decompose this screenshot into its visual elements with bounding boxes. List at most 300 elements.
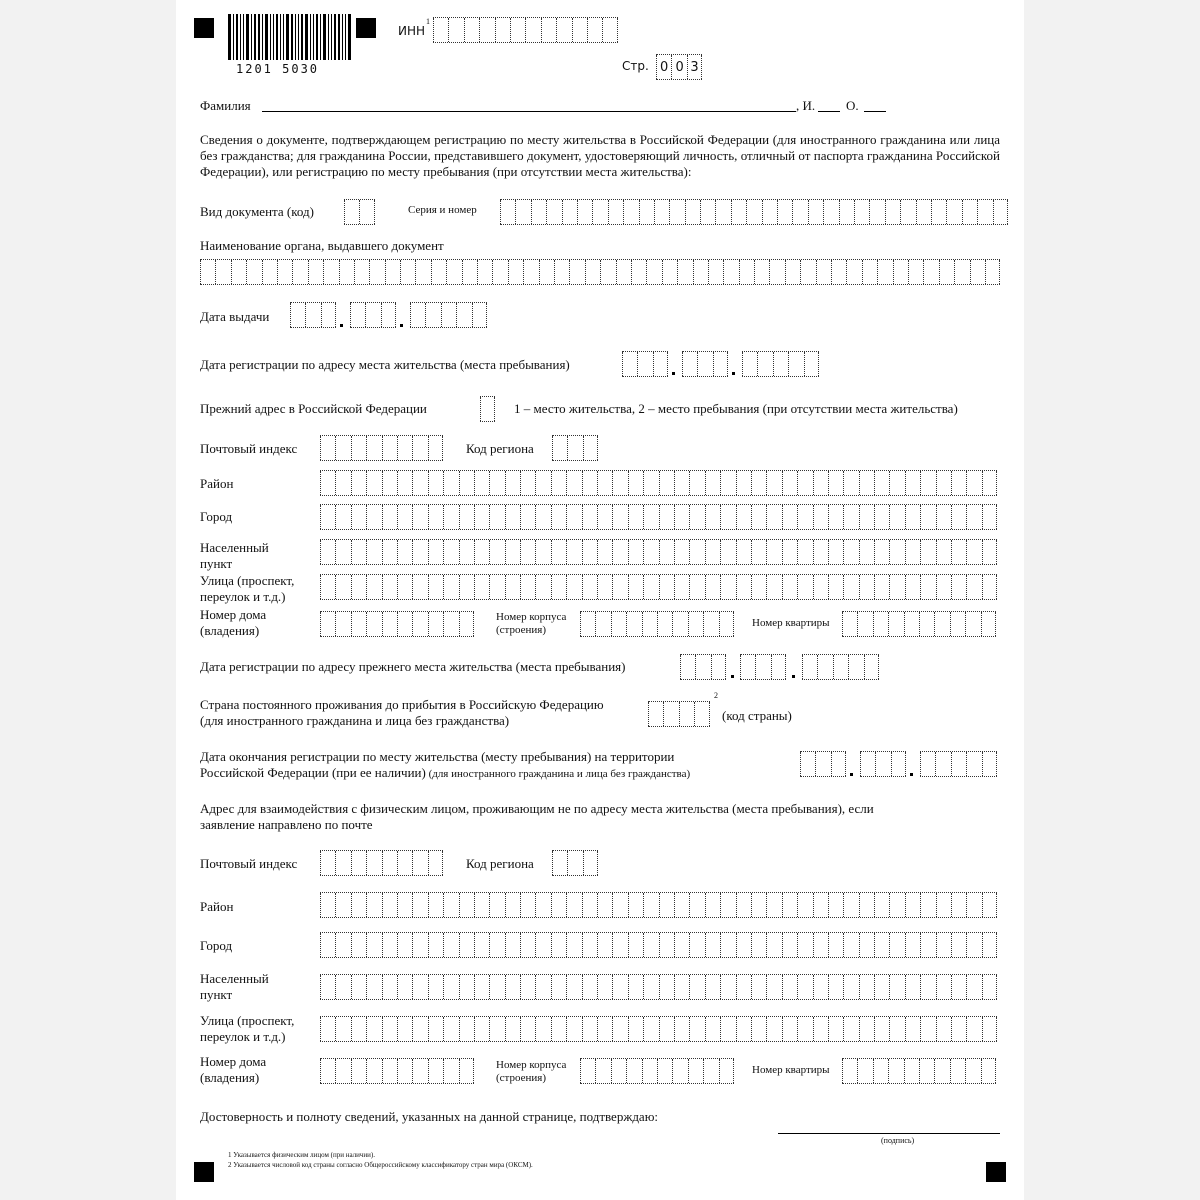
registration-date-label: Дата регистрации по адресу места жительства (места пребывания) — [200, 357, 570, 372]
char-cell — [663, 702, 678, 726]
char-cell — [515, 200, 530, 224]
end-registration-note: (для иностранного гражданина и лица без гражданства) — [425, 768, 691, 780]
char-cell — [905, 1017, 920, 1041]
char-cell — [951, 893, 966, 917]
char-cell — [612, 505, 627, 529]
char-cell — [705, 975, 720, 999]
char-cell — [582, 893, 597, 917]
char-cell — [923, 260, 938, 284]
char-cell — [813, 1017, 828, 1041]
surname-field[interactable] — [262, 111, 796, 112]
char-cell — [351, 505, 366, 529]
issuer-field[interactable] — [200, 259, 1000, 285]
char-cell — [846, 260, 861, 284]
char-cell — [674, 893, 689, 917]
char-cell — [766, 933, 781, 957]
barcode-bar — [331, 14, 332, 60]
char-cell — [680, 655, 695, 679]
date-separator — [400, 324, 403, 327]
char-cell — [531, 200, 546, 224]
region-code-field[interactable] — [552, 435, 598, 461]
char-cell — [412, 471, 427, 495]
char-cell — [456, 303, 471, 327]
char-cell — [623, 200, 638, 224]
building-field[interactable] — [580, 611, 734, 637]
char-cell — [659, 933, 674, 957]
char-cell — [552, 851, 567, 875]
char-cell — [659, 471, 674, 495]
char-cell — [828, 575, 843, 599]
issue-date-year[interactable] — [410, 302, 487, 328]
postal-code-field[interactable] — [320, 435, 443, 461]
district-field[interactable] — [320, 470, 997, 496]
end-registration-main: Российской Федерации (при ее наличии) — [200, 765, 426, 780]
char-cell — [382, 851, 397, 875]
char-cell — [936, 505, 951, 529]
char-cell — [736, 505, 751, 529]
page-number-field[interactable] — [656, 54, 702, 80]
barcode-bar — [236, 14, 238, 60]
char-cell — [720, 471, 735, 495]
apartment-field[interactable] — [842, 611, 996, 637]
char-cell — [739, 260, 754, 284]
region-code-label: Код региона — [466, 441, 534, 456]
char-cell — [777, 200, 792, 224]
initial-i-label: , И. — [796, 98, 816, 113]
char-cell — [674, 505, 689, 529]
char-cell — [962, 200, 977, 224]
char-cell — [520, 540, 535, 564]
date-separator — [340, 324, 343, 327]
char-cell — [816, 260, 831, 284]
char-cell — [611, 1059, 626, 1083]
char-cell — [474, 975, 489, 999]
region-code-field-2[interactable] — [552, 850, 598, 876]
city-field[interactable] — [320, 504, 997, 530]
char-cell — [936, 975, 951, 999]
char-cell — [966, 1017, 981, 1041]
barcode-bar — [298, 14, 299, 60]
char-cell — [600, 260, 615, 284]
char-cell — [720, 575, 735, 599]
postal-code-field-2[interactable] — [320, 850, 443, 876]
char-cell — [569, 260, 584, 284]
char-cell — [705, 893, 720, 917]
char-cell — [982, 933, 997, 957]
char-cell — [859, 975, 874, 999]
char-cell — [874, 933, 889, 957]
char-cell — [546, 200, 561, 224]
footnote-1: 1 Указывается физическим лицом (при наличии). — [228, 1151, 375, 1159]
char-cell — [720, 540, 735, 564]
char-cell — [628, 893, 643, 917]
char-cell — [951, 1017, 966, 1041]
char-cell — [751, 471, 766, 495]
barcode-bar — [254, 14, 256, 60]
corner-marker-top-left — [194, 18, 214, 38]
registration-date-year[interactable] — [742, 351, 819, 377]
char-cell — [889, 540, 904, 564]
char-cell — [382, 471, 397, 495]
char-cell — [381, 303, 396, 327]
char-cell — [831, 260, 846, 284]
series-number-field[interactable] — [500, 199, 1008, 225]
char-cell — [965, 1059, 980, 1083]
char-cell — [551, 933, 566, 957]
end-registration-year[interactable] — [920, 751, 997, 777]
char-cell — [597, 505, 612, 529]
char-cell — [535, 975, 550, 999]
char-cell — [351, 540, 366, 564]
char-cell — [335, 575, 350, 599]
char-cell — [551, 575, 566, 599]
previous-address-label: Прежний адрес в Российской Федерации — [200, 401, 427, 416]
char-cell — [595, 612, 610, 636]
settlement-label: Населенный пункт — [200, 540, 269, 571]
char-cell — [428, 975, 443, 999]
char-cell — [320, 436, 335, 460]
char-cell — [489, 975, 504, 999]
char-cell — [643, 975, 658, 999]
char-cell — [843, 471, 858, 495]
char-cell — [662, 260, 677, 284]
prev-registration-date-day[interactable] — [680, 654, 726, 680]
char-cell — [582, 575, 597, 599]
char-cell — [474, 505, 489, 529]
char-cell — [920, 1017, 935, 1041]
char-cell — [489, 471, 504, 495]
char-cell — [751, 575, 766, 599]
char-cell — [366, 933, 381, 957]
char-cell — [541, 18, 556, 42]
char-cell — [639, 200, 654, 224]
char-cell — [885, 200, 900, 224]
char-cell — [919, 612, 934, 636]
char-cell — [567, 436, 582, 460]
char-cell — [643, 575, 658, 599]
char-cell — [646, 260, 661, 284]
char-cell — [308, 260, 323, 284]
char-cell — [688, 1059, 703, 1083]
char-cell — [382, 893, 397, 917]
char-cell — [705, 575, 720, 599]
char-cell — [335, 471, 350, 495]
char-cell — [535, 575, 550, 599]
char-cell — [773, 352, 788, 376]
char-cell — [659, 893, 674, 917]
street-label: Улица (проспект, переулок и т.д.) — [200, 1013, 295, 1044]
char-cell — [612, 933, 627, 957]
registration-date-month[interactable] — [682, 351, 728, 377]
char-cell — [828, 933, 843, 957]
char-cell — [804, 352, 819, 376]
char-cell — [813, 540, 828, 564]
char-cell — [797, 540, 812, 564]
char-cell — [859, 505, 874, 529]
end-registration-month[interactable] — [860, 751, 906, 777]
settlement-field[interactable] — [320, 539, 997, 565]
char-cell — [351, 975, 366, 999]
char-cell — [446, 260, 461, 284]
issuer-label: Наименование органа, выдавшего документ — [200, 238, 444, 253]
prev-registration-date-month[interactable] — [740, 654, 786, 680]
char-cell — [431, 260, 446, 284]
char-cell — [505, 471, 520, 495]
initial-o-label: О. — [846, 98, 859, 113]
house-field[interactable] — [320, 611, 474, 637]
char-cell — [693, 260, 708, 284]
char-cell — [351, 893, 366, 917]
country-code-field[interactable] — [648, 701, 710, 727]
char-cell — [659, 975, 674, 999]
corner-marker-bottom-left — [194, 1162, 214, 1182]
char-cell — [713, 352, 728, 376]
contact-address-text: Адрес для взаимодействия с физическим лицом, проживающим не по адресу места жительства (места пребывания), если заявление направлено по почте — [200, 801, 874, 832]
barcode-bar — [270, 14, 271, 60]
end-registration-label: Дата окончания регистрации по месту жительства (месту пребывания) на территории — [200, 749, 675, 764]
city-field-2[interactable] — [320, 932, 997, 958]
char-cell — [321, 303, 336, 327]
char-cell — [366, 471, 381, 495]
char-cell — [672, 612, 687, 636]
char-cell — [674, 471, 689, 495]
char-cell — [889, 575, 904, 599]
char-cell — [323, 260, 338, 284]
issue-date-day[interactable] — [290, 302, 336, 328]
char-cell — [766, 471, 781, 495]
char-cell — [397, 1017, 412, 1041]
char-cell — [742, 352, 757, 376]
char-cell — [766, 575, 781, 599]
street-field[interactable] — [320, 574, 997, 600]
issue-date-label: Дата выдачи — [200, 309, 270, 324]
char-cell — [382, 933, 397, 957]
char-cell — [566, 575, 581, 599]
char-cell — [551, 893, 566, 917]
char-cell — [982, 752, 997, 776]
char-cell — [459, 612, 474, 636]
char-cell — [860, 752, 875, 776]
char-cell — [797, 471, 812, 495]
char-cell — [800, 752, 815, 776]
char-cell — [782, 505, 797, 529]
char-cell — [648, 702, 663, 726]
char-cell — [366, 436, 381, 460]
district-field-2[interactable] — [320, 892, 997, 918]
char-cell — [723, 260, 738, 284]
district-label: Район — [200, 899, 234, 914]
char-cell — [828, 893, 843, 917]
char-cell — [551, 540, 566, 564]
char-cell — [305, 303, 320, 327]
char-cell — [612, 540, 627, 564]
end-registration-day[interactable] — [800, 751, 846, 777]
char-cell — [719, 1059, 734, 1083]
char-cell — [762, 200, 777, 224]
char-cell — [577, 200, 592, 224]
char-cell — [628, 933, 643, 957]
char-cell — [628, 975, 643, 999]
barcode-bar — [316, 14, 318, 60]
char-cell — [736, 575, 751, 599]
apartment-field-2[interactable] — [842, 1058, 996, 1084]
char-cell — [365, 303, 380, 327]
char-cell — [766, 505, 781, 529]
page-label: Стр. — [622, 59, 649, 73]
char-cell — [797, 933, 812, 957]
date-separator — [910, 773, 913, 776]
initial-i-field[interactable] — [818, 111, 840, 112]
char-cell — [597, 975, 612, 999]
char-cell — [335, 436, 350, 460]
char-cell — [428, 436, 443, 460]
char-cell — [720, 933, 735, 957]
initial-o-field[interactable] — [864, 111, 886, 112]
char-cell — [474, 575, 489, 599]
char-cell — [797, 893, 812, 917]
char-cell — [567, 851, 582, 875]
char-cell — [351, 851, 366, 875]
char-cell — [602, 18, 617, 42]
char-cell — [508, 260, 523, 284]
char-cell — [682, 352, 697, 376]
char-cell — [382, 540, 397, 564]
prev-registration-date-label: Дата регистрации по адресу прежнего места жительства (места пребывания) — [200, 659, 626, 674]
char-cell — [685, 200, 700, 224]
char-cell — [920, 575, 935, 599]
registration-date-day[interactable] — [622, 351, 668, 377]
barcode-bar — [276, 14, 278, 60]
char-cell — [339, 260, 354, 284]
char-cell — [688, 612, 703, 636]
char-cell — [782, 575, 797, 599]
issue-date-month[interactable] — [350, 302, 396, 328]
char-cell — [585, 260, 600, 284]
char-cell — [628, 505, 643, 529]
char-cell — [982, 471, 997, 495]
char-cell — [351, 1017, 366, 1041]
char-cell — [443, 1059, 458, 1083]
house-label: Номер дома (владения) — [200, 1054, 267, 1085]
building-field-2[interactable] — [580, 1058, 734, 1084]
barcode-bar — [273, 14, 274, 60]
char-cell — [815, 752, 830, 776]
char-cell — [397, 436, 412, 460]
char-cell — [936, 893, 951, 917]
char-cell — [731, 200, 746, 224]
char-cell — [616, 260, 631, 284]
char-cell — [889, 471, 904, 495]
char-cell — [366, 1059, 381, 1083]
country-code-label: (код страны) — [722, 708, 792, 723]
settlement-field-2[interactable] — [320, 974, 997, 1000]
char-cell — [382, 1017, 397, 1041]
char-cell — [397, 933, 412, 957]
char-cell — [905, 505, 920, 529]
char-cell — [535, 471, 550, 495]
char-cell — [689, 893, 704, 917]
corner-marker-bottom-right — [986, 1162, 1006, 1182]
char-cell — [936, 575, 951, 599]
char-cell — [736, 975, 751, 999]
char-cell — [854, 200, 869, 224]
signature-field[interactable] — [778, 1133, 1000, 1134]
char-cell — [782, 933, 797, 957]
date-separator — [672, 372, 675, 375]
inn-footnote-mark: 1 — [426, 17, 430, 26]
char-cell — [711, 655, 726, 679]
char-cell — [320, 893, 335, 917]
street-field-2[interactable] — [320, 1016, 997, 1042]
char-cell — [525, 18, 540, 42]
date-separator — [732, 372, 735, 375]
char-cell — [320, 575, 335, 599]
char-cell — [628, 1017, 643, 1041]
char-cell — [443, 505, 458, 529]
char-cell — [813, 575, 828, 599]
char-cell — [982, 540, 997, 564]
char-cell — [320, 471, 335, 495]
footnote-2: 2 Указывается числовой код страны согласно Общероссийскому классификатору стран мира (ОКСМ). — [228, 1161, 533, 1169]
postal-code-label: Почтовый индекс — [200, 441, 298, 456]
char-cell — [966, 933, 981, 957]
char-cell — [443, 575, 458, 599]
char-cell — [672, 1059, 687, 1083]
char-cell — [828, 1017, 843, 1041]
char-cell — [320, 975, 335, 999]
char-cell — [443, 975, 458, 999]
char-cell — [843, 540, 858, 564]
barcode-bar — [295, 14, 296, 60]
char-cell — [689, 471, 704, 495]
char-cell — [366, 851, 381, 875]
char-cell — [612, 975, 627, 999]
char-cell — [520, 1017, 535, 1041]
char-cell — [320, 612, 335, 636]
char-cell — [831, 752, 846, 776]
char-cell — [597, 575, 612, 599]
char-cell — [472, 303, 487, 327]
char-cell — [428, 471, 443, 495]
char-cell — [459, 893, 474, 917]
char-cell — [977, 200, 992, 224]
char-cell — [412, 1017, 427, 1041]
char-cell — [657, 612, 672, 636]
prev-registration-date-year[interactable] — [802, 654, 879, 680]
char-cell — [889, 975, 904, 999]
char-cell — [552, 436, 567, 460]
char-cell — [535, 933, 550, 957]
char-cell — [755, 655, 770, 679]
previous-address-type-field[interactable] — [480, 396, 495, 422]
char-cell — [335, 1017, 350, 1041]
document-type-field[interactable] — [344, 199, 375, 225]
house-field-2[interactable] — [320, 1058, 474, 1084]
barcode-bar — [323, 14, 326, 60]
char-cell — [643, 893, 658, 917]
char-cell — [859, 933, 874, 957]
char-cell — [643, 1017, 658, 1041]
barcode-bar — [258, 14, 260, 60]
barcode — [228, 14, 353, 60]
char-cell — [539, 260, 554, 284]
char-cell — [769, 260, 784, 284]
char-cell — [905, 575, 920, 599]
inn-field[interactable] — [433, 17, 618, 43]
char-cell — [631, 260, 646, 284]
char-cell — [936, 933, 951, 957]
char-cell — [833, 655, 848, 679]
